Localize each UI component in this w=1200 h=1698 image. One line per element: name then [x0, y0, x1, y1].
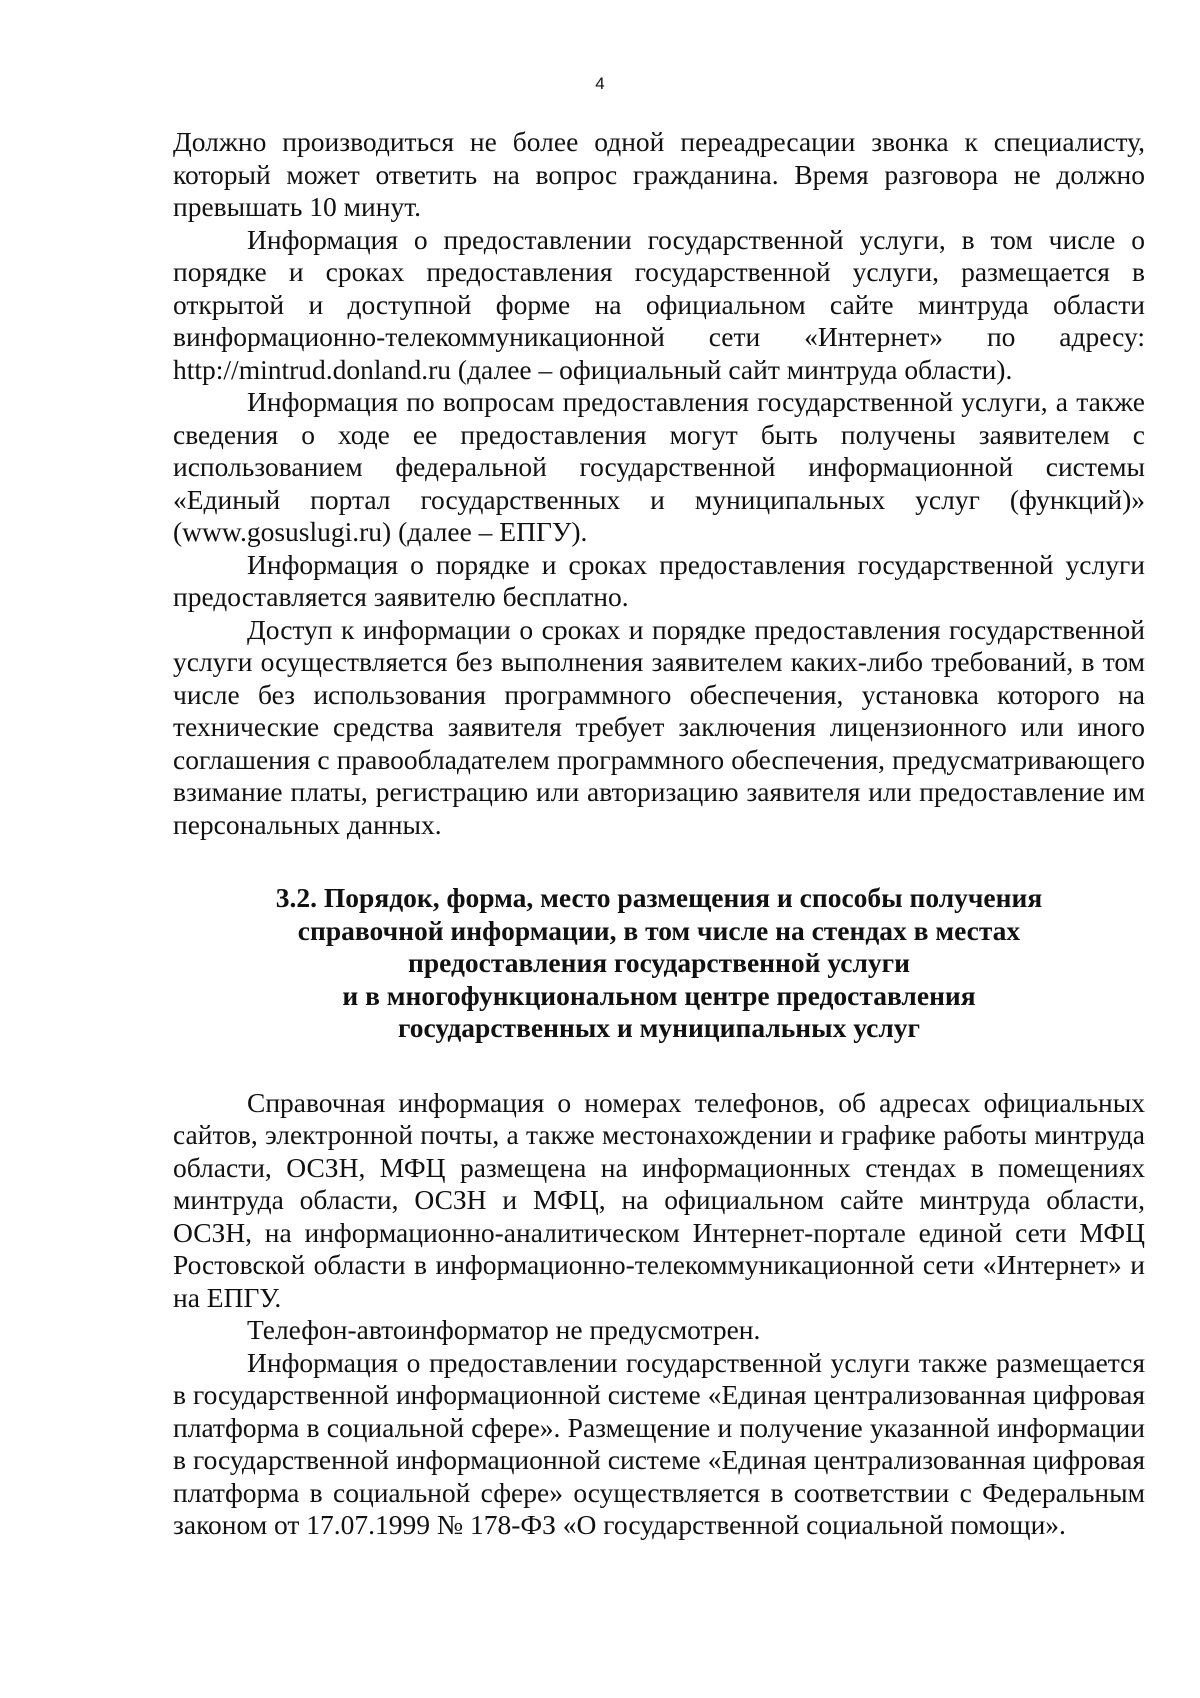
section-heading-line: предоставления государственной услуги	[408, 947, 910, 978]
section-heading-line: и в многофункциональном центре предоставления	[342, 979, 976, 1011]
section-heading	[173, 882, 1145, 1045]
paragraph-epgu-info: Информация по вопросам предоставления государственной услуги, а также сведения о ходе ее предоставления могут быть получены заявителем с использованием федеральной государственной информационной системы «Единый портал государственных и муниципальных услуг (функций)» (www.gosuslugi.ru) (далее – ЕПГУ).	[173, 386, 1145, 547]
paragraph-digital-platform: Информация о предоставлении государственной услуги также размещается в государственной информационной системе «Единая централизованная цифровая платформа в социальной сфере». Размещение и получение указанной информации в государственной информационной системе «Единая централизованная цифровая платформа в социальной сфере» осуществляется в соответствии с Федеральным законом от 17.07.1999 № 178-ФЗ «О государственной социальной помощи».	[173, 1346, 1145, 1540]
paragraph-reference-info: Справочная информация о номерах телефонов, об адресах официальных сайтов, электронной почты, а также местонахождении и графике работы минтруда области, ОСЗН, МФЦ размещена на информационных стендах в помещениях минтруда области, ОСЗН и МФЦ, на официальном сайте минтруда области, ОСЗН, на информационно-аналитическом Интернет-портале единой сети МФЦ Ростовской области в информационно-телекоммуникационной сети «Интернет» и на ЕПГУ.	[173, 1086, 1145, 1313]
section-heading-line: государственных и муниципальных услуг	[397, 1012, 921, 1043]
paragraph-access-conditions: Доступ к информации о сроках и порядке предоставления государственной услуги осуществляется без выполнения заявителем каких-либо требований, в том числе без использования программного обеспечения, установка которого на технические средства заявителя требует заключения лицензионного или иного соглашения с правообладателем программного обеспечения, предусматривающего взимание платы, регистрацию или авторизацию заявителя или предоставление им персональных данных.	[173, 613, 1145, 840]
section-heading-line: 3.2. Порядок, форма, место размещения и способы получения	[275, 882, 1043, 913]
page-number: 4	[595, 74, 605, 93]
section-heading-line: справочной информации, в том числе на стендах в местах	[297, 914, 1021, 946]
paragraph-free-of-charge: Информация о порядке и сроках предоставления государственной услуги предоставляется заявителю бесплатно.	[173, 548, 1145, 612]
document-body	[173, 126, 1145, 1542]
paragraph-official-site-info: Информация о предоставлении государственной услуги, в том числе о порядке и сроках предоставления государственной услуги, размещается в открытой и доступной форме на официальном сайте минтруда области винформационно-телекоммуникационной сети «Интернет» по адресу: http://mintrud.donland.ru (далее – официальный сайт минтруда области).	[173, 223, 1145, 385]
paragraph-autoinformer: Телефон-автоинформатор не предусмотрен.	[247, 1314, 761, 1345]
paragraph-call-transfer: Должно производиться не более одной переадресации звонка к специалисту, который может ответить на вопрос гражданина. Время разговора не должно превышать 10 минут.	[173, 126, 1145, 222]
